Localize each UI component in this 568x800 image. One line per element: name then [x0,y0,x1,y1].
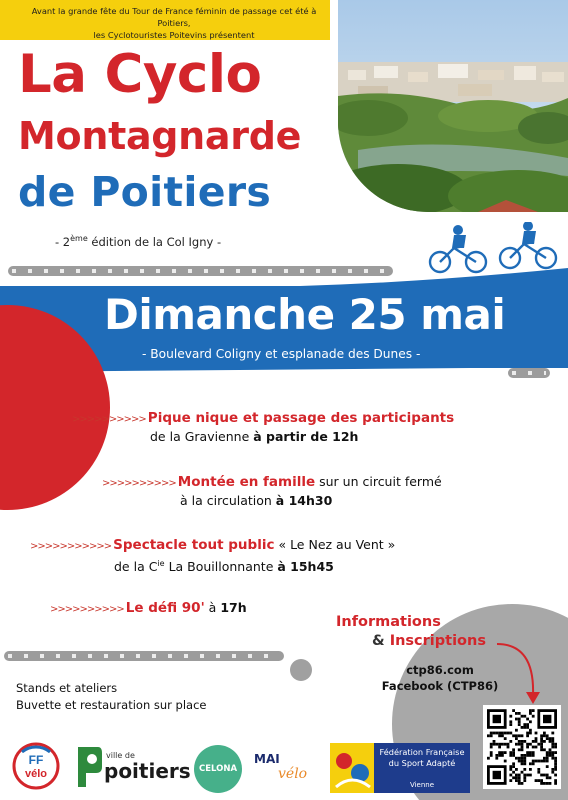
event-title: Montée en famille [177,474,316,490]
curved-arrow-icon [495,640,555,710]
info-heading [336,613,486,651]
qr-code-pattern [487,709,557,785]
event-detail-text-2: La Bouillonnante [164,559,278,575]
event-item [50,599,247,618]
info-line-2 [336,632,486,651]
event-detail-text: de la Gravienne [150,429,254,444]
title-line-3: de Poitiers [18,168,272,216]
event-title-line [30,536,395,555]
event-time: à 14h30 [275,493,333,508]
stands-info [16,680,207,714]
event-title: Pique nique et passage des participants [147,410,455,426]
contact-info [380,662,500,694]
intro-line-2: les Cyclotouristes Poitevins présentent [93,30,255,40]
velo-text: vélo [278,766,308,782]
event-title-line [102,473,442,492]
mai-text: MAI [254,752,280,766]
intro-text [24,5,324,41]
event-detail-sup: ie [157,559,165,568]
edition-ordinal: ème [70,234,88,243]
event-time: à partir de 12h [253,429,359,444]
ffvelo-ff: FF [28,753,44,767]
ffsa-logo [330,743,470,793]
event-time: 17h [220,600,247,615]
celona-text: CELONA [198,764,238,774]
edition-text [55,234,221,249]
facebook-link[interactable]: Facebook (CTP86) [381,679,499,693]
arrow-icon: >>>>>>>>>>> [30,541,112,552]
event-place: - Boulevard Coligny et esplanade des Dunes - [142,347,421,361]
info-line-1: Informations [336,614,441,630]
title-line-1: La Cyclo [18,44,262,105]
poitiers-logo [74,745,191,789]
event-item [30,536,395,575]
website-link[interactable]: ctp86.com [406,663,474,677]
poitiers-text: poitiers [104,759,191,783]
mai-a-velo-logo [252,748,316,792]
event-detail-text: à la circulation [180,493,276,508]
event-title: Le défi 90' [125,600,205,616]
edition-prefix: - 2 [55,234,71,249]
cyclists-icon [420,222,560,274]
edition-rest: édition de la Col Igny - [87,234,222,249]
event-title-rest: à [204,600,221,615]
event-detail [72,428,454,445]
event-detail [102,492,442,509]
event-item [72,409,454,445]
event-detail [30,555,395,575]
ffsa-text: Fédération Française du Sport Adapté [379,747,465,768]
event-item [102,473,442,509]
chain-decoration-right [508,368,550,378]
intro-line-1: Avant la grande fête du Tour de France féminin de passage cet été à Poitiers, [31,6,317,28]
arrow-icon: >>>>>>>>>> [72,414,146,425]
qr-code[interactable] [483,705,561,789]
poitiers-small-text: ville de [106,751,135,760]
arrow-icon: >>>>>>>>>> [102,478,176,489]
poitiers-mark-icon [74,745,104,789]
ffvelo-logo [12,742,60,790]
event-detail-text: de la C [114,559,158,575]
ffvelo-velo: vélo [24,768,48,780]
city-photo [338,0,568,212]
title-line-2: Montagnarde [18,114,302,158]
ffsa-sub: Vienne [409,781,435,789]
chain-decoration-bottom [4,651,284,661]
celona-logo [194,745,242,793]
event-title-rest: « Le Nez au Vent » [274,537,396,552]
ffsa-figures-icon [330,743,374,793]
event-title-rest: sur un circuit fermé [315,474,442,489]
event-title: Spectacle tout public [113,537,275,553]
event-title-line [50,599,247,618]
stands-line-1: Stands et ateliers [16,681,118,695]
event-time: à 15h45 [277,559,334,575]
grey-dot-decoration [290,659,312,681]
info-inscriptions: Inscriptions [389,633,486,649]
info-ampersand: & [372,633,390,649]
arrow-icon: >>>>>>>>>> [50,604,124,615]
stands-line-2: Buvette et restauration sur place [16,698,207,712]
event-title-line [72,409,454,428]
event-date: Dimanche 25 mai [104,290,506,339]
